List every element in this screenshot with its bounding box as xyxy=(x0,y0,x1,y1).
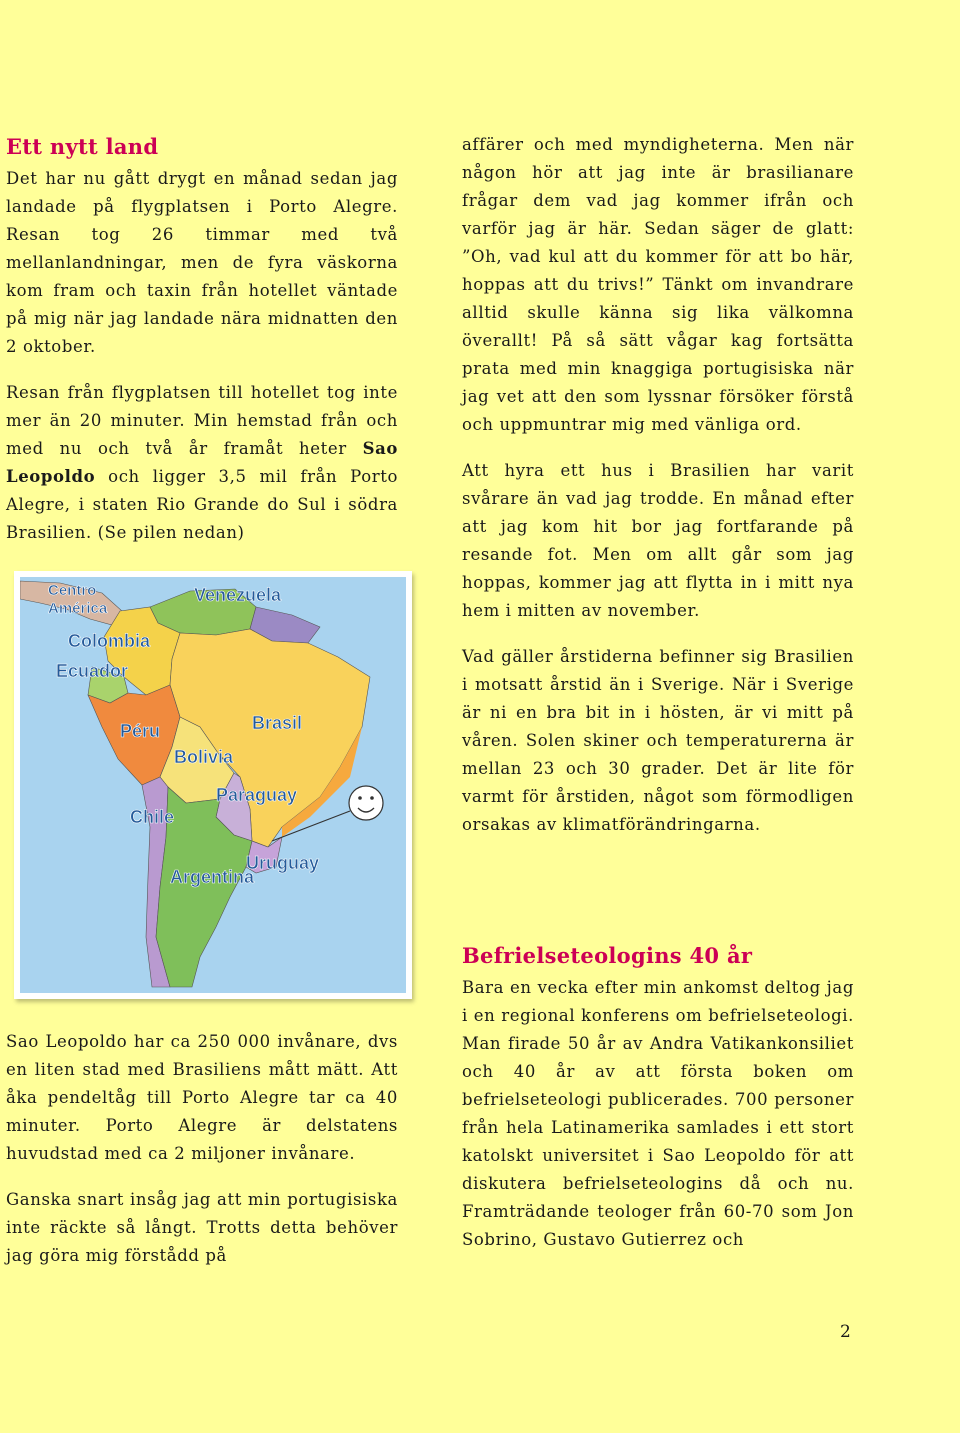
hometown-name: Sao Leopoldo xyxy=(6,439,398,486)
right-column xyxy=(462,131,854,857)
left-column xyxy=(6,134,398,565)
paragraph-arrival: Det har nu gått drygt en månad sedan jag landade på flygplatsen i Porto Alegre. Resan tog 26 timmar med två mellanlandningar, men de fyra väskorna kom fram och taxin från hotellet väntade på mig när jag landade nära midnatten den 2 oktober. xyxy=(6,169,398,356)
paragraph-housing: Att hyra ett hus i Brasilien har varit svårare än vad jag trodde. En månad efter att jag kom hit bor jag fortfarande på resande fot. Men om allt går som jag hoppas, kommer jag att flytta in i mitt nya hem i mitten av november. xyxy=(462,461,854,620)
map-image xyxy=(20,577,406,993)
map-label-bolivia: Bolivia xyxy=(174,747,234,767)
paragraph-conference: Bara en vecka efter min ankomst deltog jag i en regional konferens om befrielseteologi. Man firade 50 år av Andra Vatikankonsiliet och 40 år av att första boken om befrielseteologi publicerades. 700 personer från hela Latinamerika samlades i ett stort katolskt universitet i Sao Leopoldo för att diskutera befrielseteologins då och nu. Framträdande teologer från 60-70 som Jon Sobrino, Gustavo Gutierrez och xyxy=(462,978,854,1249)
map-label-argentina: Argentina xyxy=(170,867,255,887)
map-label-america: América xyxy=(48,600,108,617)
map-label-uruguay: Uruguay xyxy=(246,853,320,873)
map-label-centro: Centro xyxy=(48,582,97,599)
smiley-face-icon xyxy=(349,786,383,820)
page-number: 2 xyxy=(840,1322,851,1342)
paragraph-portuguese: Ganska snart insåg jag att min portugisiska inte räckte så långt. Trotts detta behöver jag göra mig förstådd på xyxy=(6,1190,398,1265)
hometown-text-2: och ligger 3,5 mil från Porto Alegre, i staten Rio Grande do Sul i södra Brasilien. (Se pilen nedan) xyxy=(6,467,398,542)
map-label-ecuador: Ecuador xyxy=(56,661,129,681)
paragraph-population: Sao Leopoldo har ca 250 000 invånare, dvs en liten stad med Brasiliens mått mätt. Att åka pendeltåg till Porto Alegre tar ca 40 minuter. Porto Alegre är delstatens huvudstad med ca 2 miljoner invånare. xyxy=(6,1032,398,1163)
paragraph-hometown xyxy=(6,379,398,547)
map-label-chile: Chile xyxy=(130,807,175,827)
south-america-map xyxy=(14,571,412,999)
map-label-paraguay: Paraguay xyxy=(216,785,298,805)
paragraph-seasons: Vad gäller årstiderna befinner sig Brasilien i motsatt årstid än i Sverige. När i Sverige är ni en bra bit in i hösten, är vi mitt på våren. Solen skiner och temperaturerna är mellan 23 och 30 grader. Det är lite för varmt för årstiden, något som förmodligen orsakas av klimatförändringarna. xyxy=(462,647,854,834)
section-heading-new-country: Ett nytt land xyxy=(6,134,159,159)
paragraph-authorities: affärer och med myndigheterna. Men när någon hör att jag inte är brasilianare frågar dem vad jag kommer ifrån och varför jag är här. Sedan säger de glatt: ”Oh, vad kul att du kommer för att bo här, hoppas att du trivs!” Tänkt om invandrare alltid skulle känna sig lika välkomna överallt! På så sätt vågar kag fortsätta prata med min knaggiga portugisiska när jag vet att den som lyssnar försöker förstå och uppmuntrar mig med vänliga ord. xyxy=(462,135,854,434)
map-label-venezuela: Venezuela xyxy=(194,585,282,605)
section-heading-liberation-theology: Befrielseteologins 40 år xyxy=(462,943,753,968)
left-column-bottom xyxy=(6,1028,398,1288)
map-label-colombia: Colombia xyxy=(68,631,151,651)
hometown-text-1: Resan från flygplatsen till hotellet tog inte mer än 20 minuter. Min hemstad från och med nu och två år framåt heter xyxy=(6,383,398,458)
right-column-bottom xyxy=(462,943,854,1272)
map-label-peru: Péru xyxy=(120,721,161,741)
map-label-brasil: Brasil xyxy=(252,713,303,733)
